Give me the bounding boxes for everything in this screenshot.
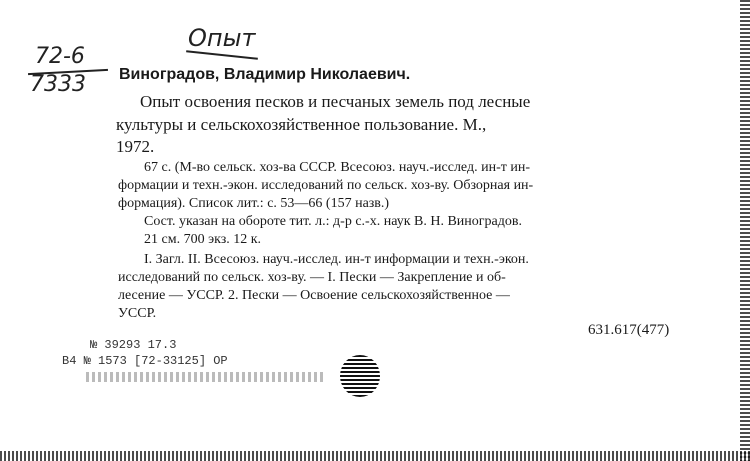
tracing-line: УССР. — [118, 306, 157, 321]
description-line: формации и техн.-экон. исследований по сельск. хоз-ву. Обзорная ин- — [118, 178, 534, 193]
title-line: Опыт освоения песков и песчаных земель под лесные — [140, 92, 531, 111]
tracing-line: I. Загл. II. Всесоюз. науч.-исслед. ин-т информации и техн.-экон. — [144, 252, 529, 267]
description-line: 21 см. 700 экз. 12 к. — [144, 232, 262, 247]
punch-hole — [340, 355, 380, 397]
scan-edge-right — [740, 0, 750, 461]
stamp-line: В4 № 1573 [72-33125] ОР — [62, 354, 228, 368]
classification-number: 631.617(477) — [588, 322, 670, 338]
description-line: формация). Список лит.: с. 53—66 (157 назв.) — [118, 196, 390, 211]
shelf-mark-top: 72-6 — [35, 44, 85, 69]
handwritten-note: Опыт — [188, 24, 256, 52]
title-line: 1972. — [116, 137, 155, 156]
scan-edge-bottom — [0, 451, 750, 461]
description-line: 67 с. (М-во сельск. хоз-ва СССР. Всесоюз. науч.-исслед. ин-т ин- — [144, 160, 530, 175]
stamp-line: № 39293 17.3 — [90, 338, 177, 352]
description-line: Сост. указан на обороте тит. л.: д-р с.-х. наук В. Н. Виноградов. — [144, 214, 522, 229]
stamp-smudge — [86, 372, 326, 382]
shelf-mark-bottom: 7333 — [30, 72, 86, 97]
tracing-line: лесение — УССР. 2. Пески — Освоение сельскохозяйственное — — [118, 288, 510, 303]
tracing-line: исследований по сельск. хоз-ву. — I. Пески — Закрепление и об- — [118, 270, 506, 285]
author-heading: Виноградов, Владимир Николаевич. — [119, 66, 411, 83]
title-line: культуры и сельскохозяйственное пользование. М., — [116, 115, 487, 134]
